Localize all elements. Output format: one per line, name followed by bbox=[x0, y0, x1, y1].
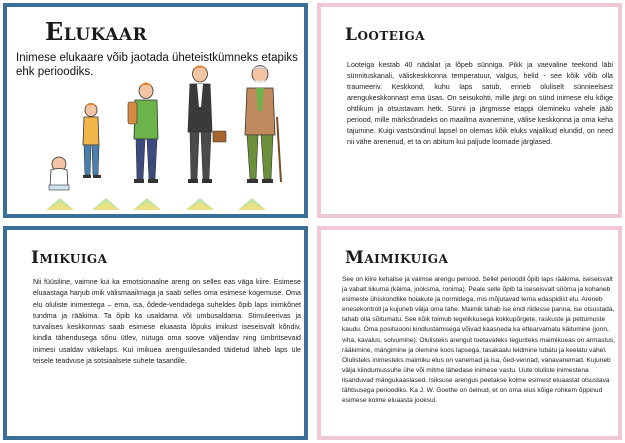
elukaar-card bbox=[3, 3, 308, 218]
stage-markers bbox=[46, 198, 266, 210]
maimikuiga-text: See on kiire kehalise ja vaimse arengu periood. Sellel perioodil õpib laps rääkima, iseseisvalt ja vabalt liikuma (käima, jooksma, ronima). Peale selle õpib ta iseseisvalt sööma ja kohaneb esimeste ühiskondlike hoiakute ja normidega, mis mõjutavad tema edaspidist elu. Areneb enesekontroll ja kujuneb välja oma tahe. Maimik tahab ise endi riidesse panna, ise otsustada, tahab olla sõltumatu. See kõik toimub tegelikkusega kokkupõrgete, raskuste ja pettumuste kaudu. Oma positsiooni kindlustamisega võivad kaasneda ka ettearvamatu käitumine (jonn, viha, kavalus, solvumine). Olulisteks arengut toetavateks teguriteks maimikueas on armastus, rääkimine, mängimine ja olemine koos lapsega, tasakaalu leidmine lubatu ja keelatu vahel. Olulisteks inimesteks maimiku elus on vanemad ja isa, õed-vennad, vanavanemad. Kujuneb välja kiindumussuhe ühe või mitme lähedase inimese vastu. Uute oluliste inimestena lisanduvad mängukaaslased. Isiksuse arengus peetakse kolme esimest eluaastat otsustava tähtsusega perioodiks. Ka J. W. Goethe on öelnud, et on oma elus kõige rohkem õppinud esimese kolme eluaasta jooksul. bbox=[342, 276, 616, 405]
looteiga-title: Looteiga bbox=[345, 25, 426, 45]
life-stages-illustration bbox=[7, 7, 304, 214]
toddler-figure bbox=[49, 157, 69, 190]
imikuiga-card bbox=[3, 226, 308, 440]
elukaar-intro: Inimese elukaare võib jaotada üheteistkümneks etapiks ehk perioodiks. bbox=[16, 52, 298, 78]
adult-figure bbox=[188, 66, 226, 184]
maimikuiga-title: Maimikuiga bbox=[345, 248, 449, 268]
looteiga-card bbox=[317, 3, 622, 218]
elukaar-title: Elukaar bbox=[45, 17, 148, 46]
maimikuiga-card bbox=[317, 226, 622, 440]
imikuiga-title: Imikuiga bbox=[31, 248, 108, 268]
looteiga-text: Looteiga kestab 40 nädalat ja lõpeb sünniga. Pikk ja vaevaline teekond läbi sünnituskanali, väliskeskkonna temperatuur, valgus, helid - see kõik võib olla traumeeriv. Keskkond, kuhu laps satub, erineb oluliselt sünnieelsest arengukeskkonnast ema üsas. On seisukohti, mille järgi on sünd inimese elu kõige ohtlikum ja otsustavam hetk. Sünni ja järgmisse etappi ülemineku vahele jääb periood, mille märksõnadeks on maailma avanemine, välise keskkonna ja oma keha tajumine. Kuigi vastsündinul lapsel on olemas kõik eluks vajalikud elundid, on need nii vähe arenenud, et ta on abitum kui paljude loomade järglased. bbox=[347, 61, 613, 146]
elder-figure bbox=[245, 66, 281, 184]
teen-figure bbox=[128, 83, 158, 184]
child-figure bbox=[83, 103, 101, 178]
imikuiga-text: Nii füüsiline, vaimne kui ka emotsionaalne areng on selles eas väga kiire. Esimese eluaastaga harjub imik välismaailmaga ja saab selles oma esimese kogemuse. Oma elu oluliste inimestega – ema, isa, õdede-vendadega suheldes õpib laps inimkõnet tundma ja rääkima. Ta õpib ka usaldama või umbusaldama. Stimuleerivas ja turvalises keskkonnas saab esimese eluaasta lõpuks imikust iseseisvalt kõndiv, kindla tähendusega sõnu ütlev, nutuga oma soove väljendav ning ümbritsevaid inimesi usaldav väikelaps. Kui imikueа arenguülesanded täidetud läheb laps üle teisele teadvuse ja sotsiaalsete suhete tasandile. bbox=[33, 278, 301, 366]
